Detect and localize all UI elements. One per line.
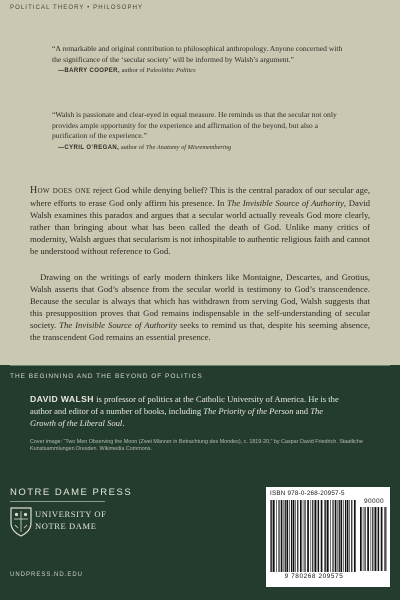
book-title-inline: The Invisible Source of Authority bbox=[59, 320, 178, 331]
barcode-bar bbox=[378, 507, 379, 571]
barcode-bar bbox=[307, 500, 309, 572]
description-paragraph-2 bbox=[30, 271, 370, 344]
barcode-bar bbox=[365, 507, 366, 571]
barcode-bar bbox=[304, 500, 305, 572]
university-line-2: NOTRE DAME bbox=[35, 521, 97, 531]
barcode-bar bbox=[318, 500, 319, 572]
barcode-bar bbox=[371, 507, 372, 571]
author-name: DAVID WALSH bbox=[30, 394, 94, 404]
barcode-addon-bars-icon bbox=[360, 507, 388, 571]
barcode-bar bbox=[278, 500, 279, 572]
endorsement-attribution bbox=[52, 143, 352, 154]
university-line-1: UNIVERSITY OF bbox=[35, 509, 107, 519]
barcode-bar bbox=[271, 500, 272, 572]
band-divider bbox=[10, 365, 390, 366]
barcode-bar bbox=[381, 507, 383, 571]
endorser-source-prefix: author of bbox=[120, 143, 146, 151]
barcode-bar bbox=[349, 500, 350, 572]
barcode-bar bbox=[325, 500, 326, 572]
endorser-name: —CYRIL O’REGAN, bbox=[58, 144, 120, 151]
price-code: 90000 bbox=[364, 498, 385, 505]
barcode-bar bbox=[281, 500, 283, 572]
series-title: THE BEGINNING AND THE BEYOND OF POLITICS bbox=[10, 373, 203, 380]
category-label: POLITICAL THEORY • PHILOSOPHY bbox=[10, 5, 144, 11]
barcode-bar bbox=[300, 500, 302, 572]
barcode-bar bbox=[286, 500, 288, 572]
barcode-bar bbox=[367, 507, 369, 571]
lead-in-caps: How does one bbox=[30, 185, 91, 196]
barcode-bar bbox=[343, 500, 344, 572]
endorsement-1 bbox=[52, 44, 352, 77]
barcode-bar bbox=[327, 500, 329, 572]
endorsement-2 bbox=[52, 110, 352, 153]
barcode-bar bbox=[311, 500, 312, 572]
isbn-text: ISBN 978-0-268-20957-5 bbox=[270, 490, 345, 497]
endorser-name: —BARRY COOPER, bbox=[58, 68, 120, 75]
barcode-bar bbox=[270, 500, 271, 572]
publisher-url: UNDPRESS.ND.EDU bbox=[10, 572, 84, 578]
cover-image-credit: Cover image: “Two Men Observing the Moon (Zwei Männer in Betrachtung des Mondes), c. 1819-20,” by Caspar David Friedrich. Staatliche Kunstsammlungen Dresden. Wikimedia Commons. bbox=[30, 439, 363, 452]
barcode-bar bbox=[375, 507, 377, 571]
endorsement-attribution bbox=[52, 66, 352, 77]
barcode-bar bbox=[330, 500, 331, 572]
barcode-bar bbox=[335, 500, 337, 572]
bio-text: and bbox=[293, 406, 311, 417]
barcode-bar bbox=[312, 500, 313, 572]
endorsement-quote: “Walsh is passionate and clear-eyed in equal measure. He reminds us that the secular not only provides ample opportunity for the experience and affirmation of the beyond, but also a purification of the experience.” bbox=[52, 110, 337, 141]
barcode-bar bbox=[297, 500, 298, 572]
barcode-bar bbox=[385, 507, 386, 571]
barcode-bar bbox=[293, 500, 295, 572]
bio-text: . bbox=[122, 418, 125, 429]
barcode-bar bbox=[317, 500, 318, 572]
book-title-inline: The Invisible Source of Authority bbox=[227, 198, 344, 209]
barcode-bar bbox=[321, 500, 323, 572]
university-wordmark bbox=[35, 508, 106, 532]
barcode-bar bbox=[303, 500, 304, 572]
barcode-bar bbox=[273, 500, 275, 572]
bio-text: is professor of politics at the Catholic University of America. He is the author and editor of a number of books, including bbox=[30, 394, 339, 417]
barcode-bar bbox=[339, 500, 340, 572]
paragraph-text: Drawing on the writings of early modern thinkers like Montaigne, Descartes, and Grotius, Walsh asserts that God’s absence from the secular world is testimony to God’s transcendence. Because the secular is always that which has withdrawn from serving God, Walsh suggests that this presupposition proves that God remains indispensable in the self-understanding of secular society. bbox=[30, 272, 370, 331]
isbn-barcode bbox=[266, 487, 390, 587]
barcode-bar bbox=[354, 500, 356, 572]
barcode-bar bbox=[324, 500, 325, 572]
barcode-bar bbox=[289, 500, 290, 572]
barcode-bar bbox=[295, 500, 296, 572]
barcode-bar bbox=[332, 500, 333, 572]
paragraph-text: , David Walsh examines this paradox and argues that a secular world actually reveals God more clearly, rather than bringing about what has been called the death of God. Unlike many critics of modernity, Walsh argues that secularism is not inhospitable to authentic religious faith and cannot be understood without reference to God. bbox=[30, 198, 371, 257]
barcode-bars-icon bbox=[270, 500, 356, 572]
barcode-bar bbox=[351, 500, 352, 572]
barcode-digits: 9 780268 209575 bbox=[284, 573, 344, 580]
barcode-bar bbox=[345, 500, 346, 572]
barcode-bar bbox=[284, 500, 285, 572]
barcode-bar bbox=[285, 500, 286, 572]
university-shield-icon bbox=[10, 507, 32, 537]
barcode-bar bbox=[291, 500, 292, 572]
barcode-bar bbox=[360, 507, 362, 571]
barcode-bar bbox=[314, 500, 316, 572]
paragraph-text: reject God while denying belief? This is the central paradox of our secular age, where efforts to erase God only affirm his presence. In bbox=[30, 185, 371, 209]
endorser-book-title: Paleolithic Politics bbox=[146, 67, 196, 75]
description-paragraph-1 bbox=[30, 184, 370, 258]
bio-book-2: The Growth of the Liberal Soul bbox=[30, 406, 324, 429]
publisher-name: NOTRE DAME PRESS bbox=[10, 487, 133, 498]
barcode-bar bbox=[338, 500, 339, 572]
bio-book-1: The Priority of the Person bbox=[203, 406, 294, 417]
barcode-bar bbox=[372, 507, 373, 571]
barcode-bar bbox=[384, 507, 385, 571]
author-bio bbox=[30, 393, 350, 429]
paragraph-text: seeks to remind us that, despite his seeming absence, the transcendent God remains an essential presence. bbox=[30, 320, 370, 343]
barcode-bar bbox=[276, 500, 277, 572]
barcode-bar bbox=[340, 500, 342, 572]
endorsement-quote: “A remarkable and original contribution to philosophical anthropology. Anyone concerned with the significance of the ‘secular society’ will be informed by Walsh’s argument.” bbox=[52, 44, 343, 64]
endorser-source-prefix: author of bbox=[121, 67, 147, 75]
endorser-book-title: The Anatomy of Misremembering bbox=[145, 143, 232, 151]
barcode-bar bbox=[347, 500, 349, 572]
logo-divider bbox=[10, 501, 105, 502]
barcode-bar bbox=[377, 507, 378, 571]
barcode-bar bbox=[363, 507, 364, 571]
